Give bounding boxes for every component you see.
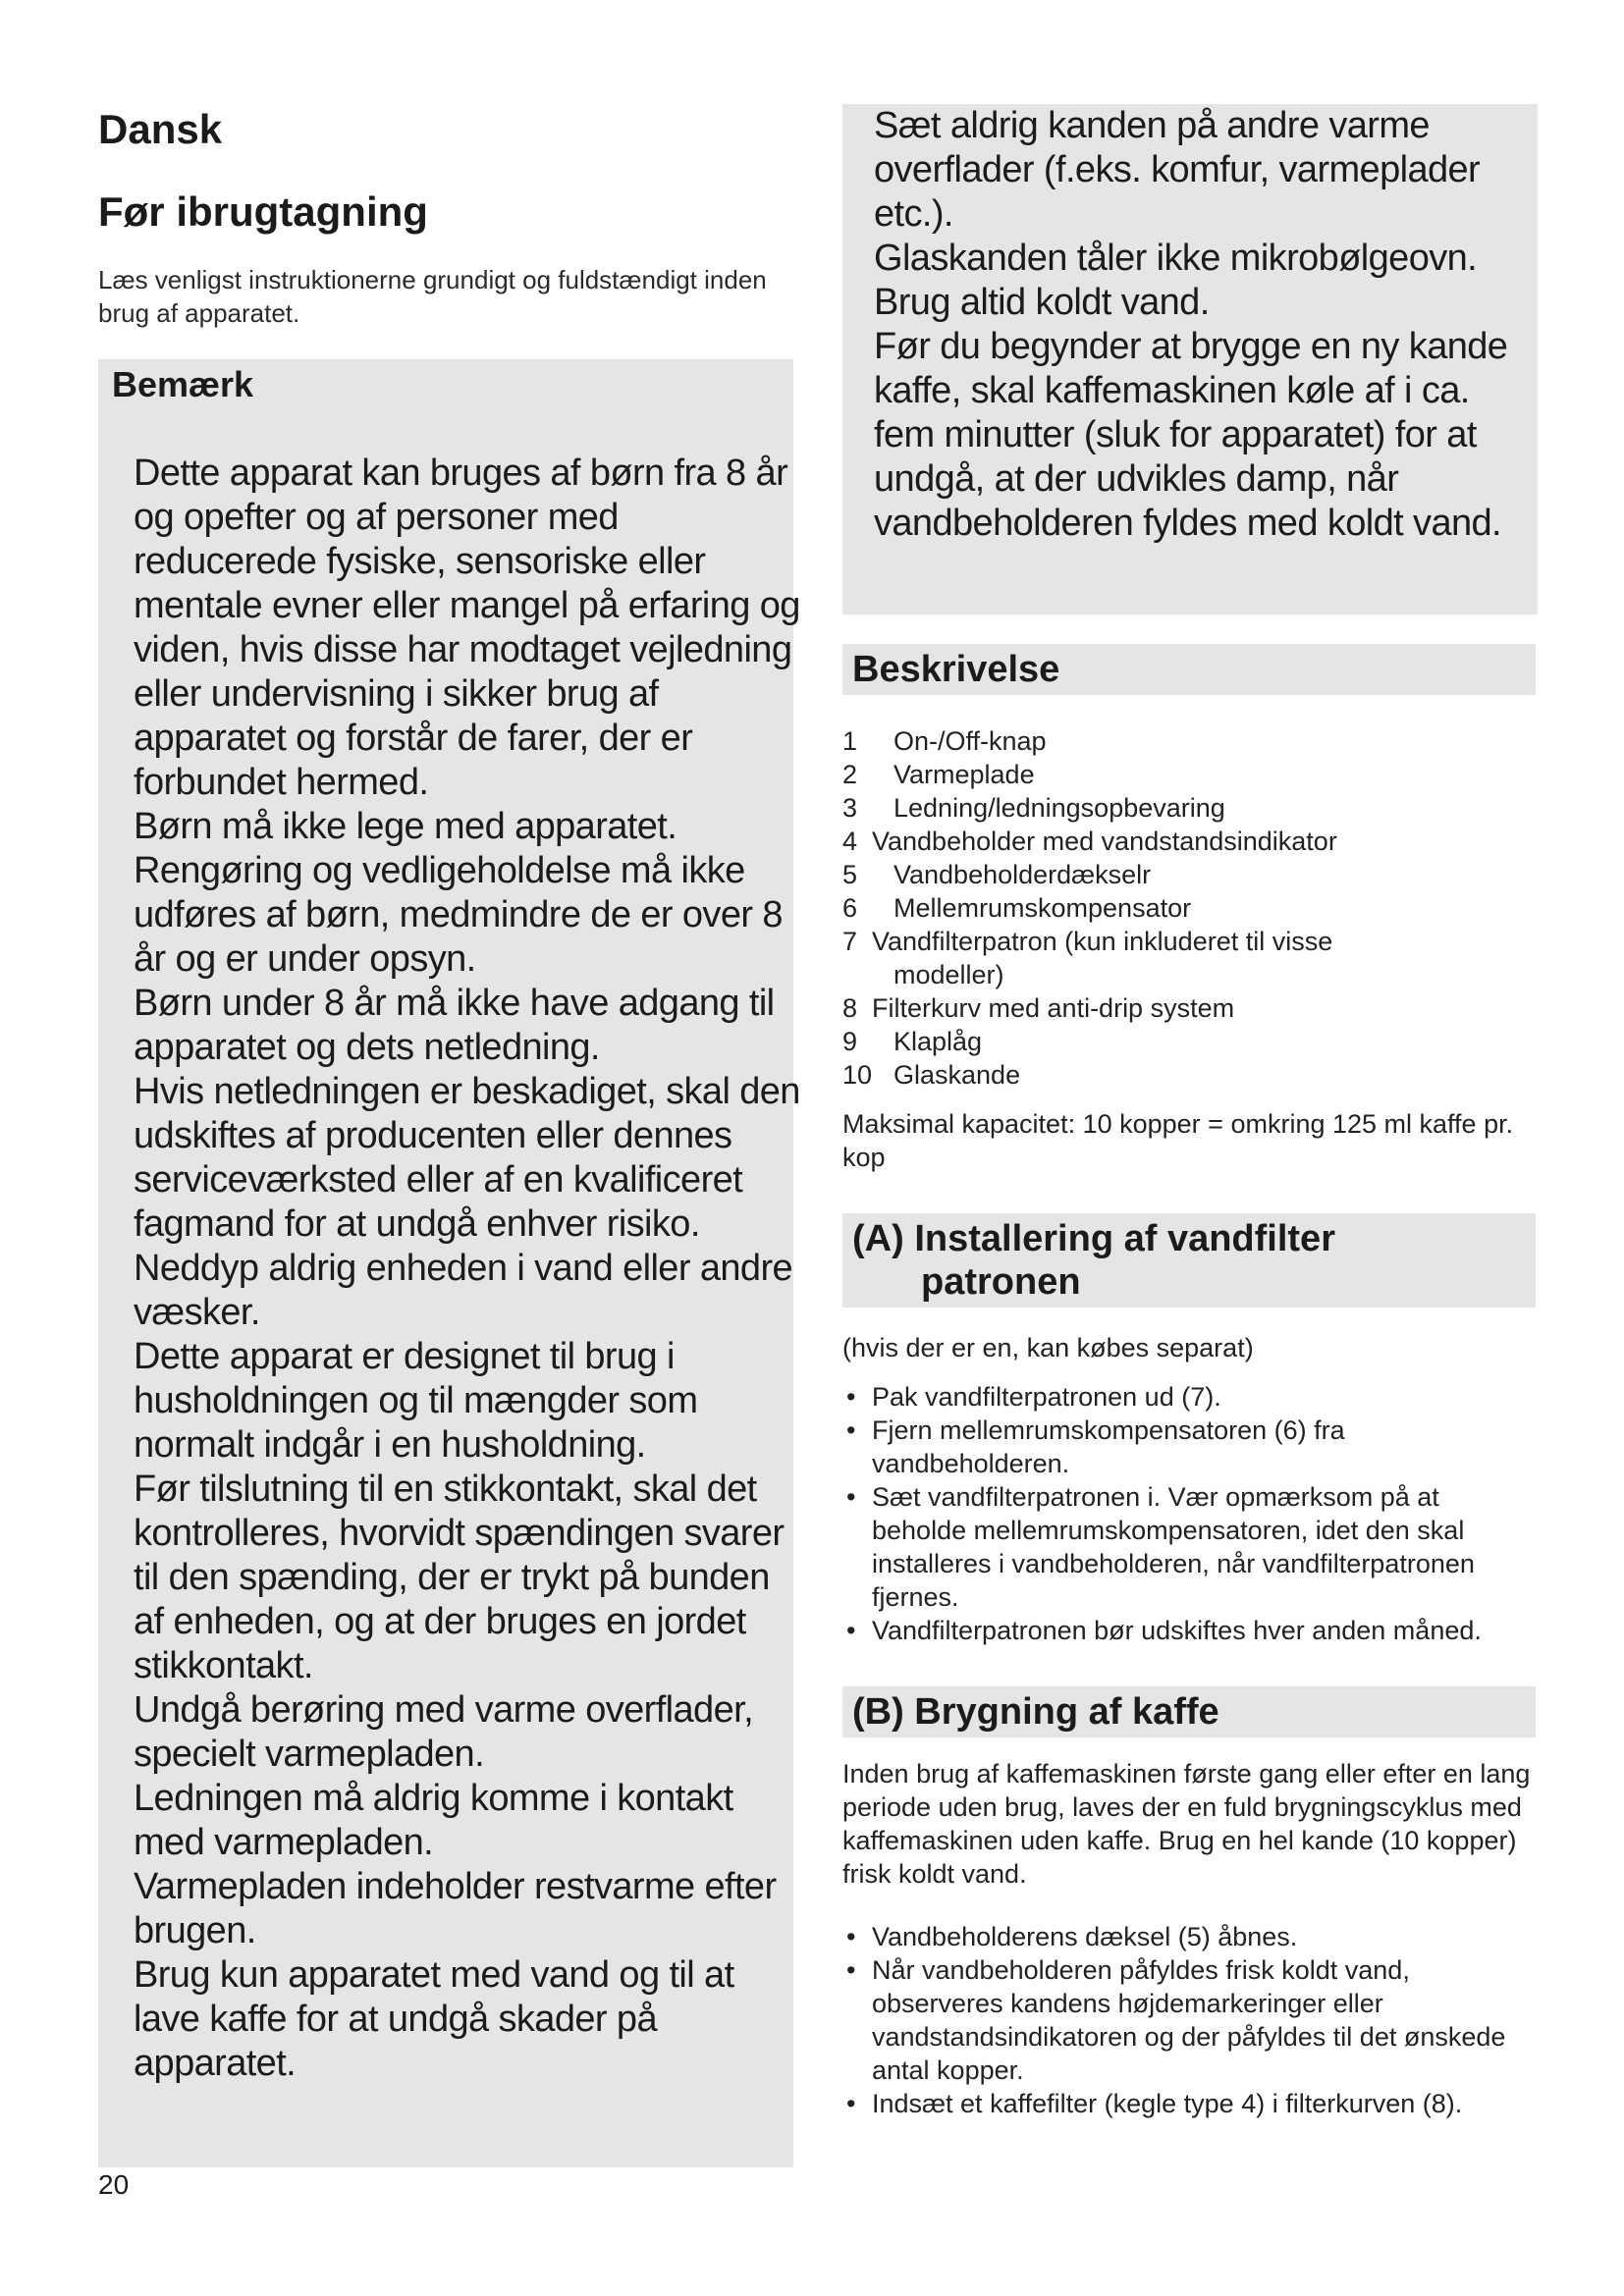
- warnings-list: [842, 104, 1532, 546]
- note-item: Varmepladen indeholder restvarme efter brugen.: [134, 1866, 777, 1951]
- note-item: Ledningen må aldrig komme i kontakt med varmepladen.: [134, 1778, 733, 1863]
- bullet-item: • Pak vandfilterpatronen ud (7).: [842, 1380, 1536, 1414]
- section-a-title-line2: patronen: [921, 1261, 1081, 1303]
- item-number: 10: [842, 1060, 873, 1090]
- note-item: Dette apparat er designet til brug i husholdningen og til mængder som normalt indgår i en husholdning.: [134, 1336, 698, 1466]
- item-text: Vandbeholder med vandstandsindikator: [872, 827, 1337, 856]
- item-number: 6: [842, 893, 858, 923]
- right-column: [842, 104, 1536, 2120]
- bullet-item: • Indsæt et kaffefilter (kegle type 4) i filterkurven (8).: [842, 2087, 1536, 2120]
- bullet-item: • Når vandbeholderen påfyldes frisk koldt vand, observeres kandens højdemarkeringer eller vandstandsindikatoren og der påfyldes til det ønskede antal kopper.: [842, 1953, 1536, 2087]
- note-item: Neddyp aldrig enheden i vand eller andre væsker.: [134, 1248, 793, 1333]
- item-text: Mellemrumskompensator: [893, 893, 1192, 923]
- capacity-text: Maksimal kapacitet: 10 kopper = omkring 125 ml kaffe pr. kop: [842, 1109, 1514, 1172]
- item-number: 4: [842, 827, 858, 856]
- note-item: Brug kun apparatet med vand og til at lave kaffe for at undgå skader på apparatet.: [134, 1954, 734, 2084]
- description-item: [842, 1058, 1536, 1092]
- warnings-box: [842, 104, 1538, 614]
- description-item: [842, 925, 1536, 958]
- note-item: Dette apparat kan bruges af børn fra 8 år og opefter og af personer med reducerede fysiske, sensoriske eller mentale evner eller mangel på erfaring og viden, hvis disse har modtaget vejledning eller undervisning i sikker brug af apparatet og forstår de farer, der er forbundet hermed.: [134, 453, 800, 803]
- description-item: [842, 758, 1536, 791]
- item-text: On-/Off-knap: [893, 726, 1047, 756]
- description-heading: Beskrivelse: [842, 644, 1536, 695]
- note-item: Undgå berøring med varme overflader, specielt varmepladen.: [134, 1689, 754, 1775]
- item-number: 7: [842, 927, 858, 956]
- description-list: [842, 724, 1536, 1092]
- description-item: [842, 891, 1536, 925]
- left-column: [98, 102, 800, 2167]
- note-box: [98, 359, 800, 2167]
- item-text: Varmeplade: [893, 760, 1035, 789]
- item-number: 8: [842, 993, 858, 1023]
- description-item: [842, 1025, 1536, 1058]
- note-title: Bemærk: [112, 364, 254, 404]
- item-number: 5: [842, 860, 858, 889]
- warning-item: Glaskanden tåler ikke mikrobølgeovn.: [874, 238, 1478, 279]
- bullet-item: • Vandbeholderens dæksel (5) åbnes.: [842, 1920, 1536, 1953]
- note-item: Før tilslutning til en stikkontakt, skal det kontrolleres, hvorvidt spændingen svarer til den spænding, der er trykt på bunden af enheden, og at der bruges en jordet stikkontakt.: [134, 1468, 785, 1686]
- item-text: Filterkurv med anti-drip system: [872, 993, 1235, 1023]
- item-text: Glaskande: [893, 1060, 1021, 1090]
- before-use-heading: Før ibrugtagning: [98, 188, 428, 235]
- bullet-item: • Sæt vandfilterpatronen i. Vær opmærksom på at beholde mellemrumskompensatoren, idet den skal installeres i vandbeholderen, når vandfilterpatronen fjernes.: [842, 1480, 1536, 1614]
- section-b-intro: Inden brug af kaffemaskinen første gang eller efter en lang periode uden brug, laves der en fuld brygningscyklus med kaffemaskinen uden kaffe. Brug en hel kande (10 kopper) frisk koldt vand.: [842, 1759, 1531, 1889]
- warning-item: Brug altid koldt vand.: [874, 282, 1210, 323]
- description-item: [842, 991, 1536, 1025]
- description-item-continuation: modeller): [893, 960, 1004, 989]
- section-b-bullets: [842, 1920, 1536, 2120]
- note-list: [98, 452, 801, 2086]
- item-text: Vandbeholderdækselr: [893, 860, 1152, 889]
- section-b-heading: (B) Brygning af kaffe: [842, 1686, 1536, 1737]
- bullet-item: • Vandfilterpatronen bør udskiftes hver anden måned.: [842, 1614, 1536, 1647]
- section-a-note: (hvis der er en, kan købes separat): [842, 1333, 1254, 1362]
- section-a-heading: [842, 1213, 1536, 1308]
- item-text: Klaplåg: [893, 1027, 983, 1056]
- item-text: Vandfilterpatron (kun inkluderet til visse: [872, 927, 1333, 956]
- item-number: 1: [842, 726, 858, 756]
- page-number: 20: [98, 2169, 130, 2200]
- section-a-label: (A): [852, 1218, 904, 1259]
- warning-item: Før du begynder at brygge en ny kande kaffe, skal kaffemaskinen køle af i ca. fem minutter (sluk for apparatet) for at undgå, at der udvikles damp, når vandbeholderen fyldes med koldt vand.: [874, 326, 1508, 544]
- description-item: [842, 825, 1536, 858]
- warning-item: Sæt aldrig kanden på andre varme overflader (f.eks. komfur, varmeplader etc.).: [874, 105, 1481, 235]
- item-number: 9: [842, 1027, 858, 1056]
- language-heading: Dansk: [98, 106, 223, 152]
- section-a-bullets: [842, 1380, 1536, 1647]
- description-item: [842, 858, 1536, 891]
- bullet-item: • Fjern mellemrumskompensatoren (6) fra vandbeholderen.: [842, 1414, 1536, 1480]
- description-item: [842, 791, 1536, 825]
- description-item: [842, 724, 1536, 758]
- item-text: Ledning/ledningsopbevaring: [893, 793, 1225, 823]
- note-item: Børn under 8 år må ikke have adgang til apparatet og dets netledning.: [134, 983, 775, 1068]
- section-a-title-line1: Installering af vandfilter: [914, 1218, 1335, 1259]
- note-item: Rengøring og vedligeholdelse må ikke udføres af børn, medmindre de er over 8 år og er under opsyn.: [134, 850, 783, 980]
- item-number: 3: [842, 793, 858, 823]
- note-item: Hvis netledningen er beskadiget, skal den udskiftes af producenten eller dennes serviceværksted eller af en kvalificeret fagmand for at undgå enhver risiko.: [134, 1071, 800, 1245]
- item-number: 2: [842, 760, 858, 789]
- note-item: Børn må ikke lege med apparatet.: [134, 806, 677, 847]
- before-use-intro: Læs venligst instruktionerne grundigt og fuldstændigt inden brug af apparatet.: [98, 265, 767, 328]
